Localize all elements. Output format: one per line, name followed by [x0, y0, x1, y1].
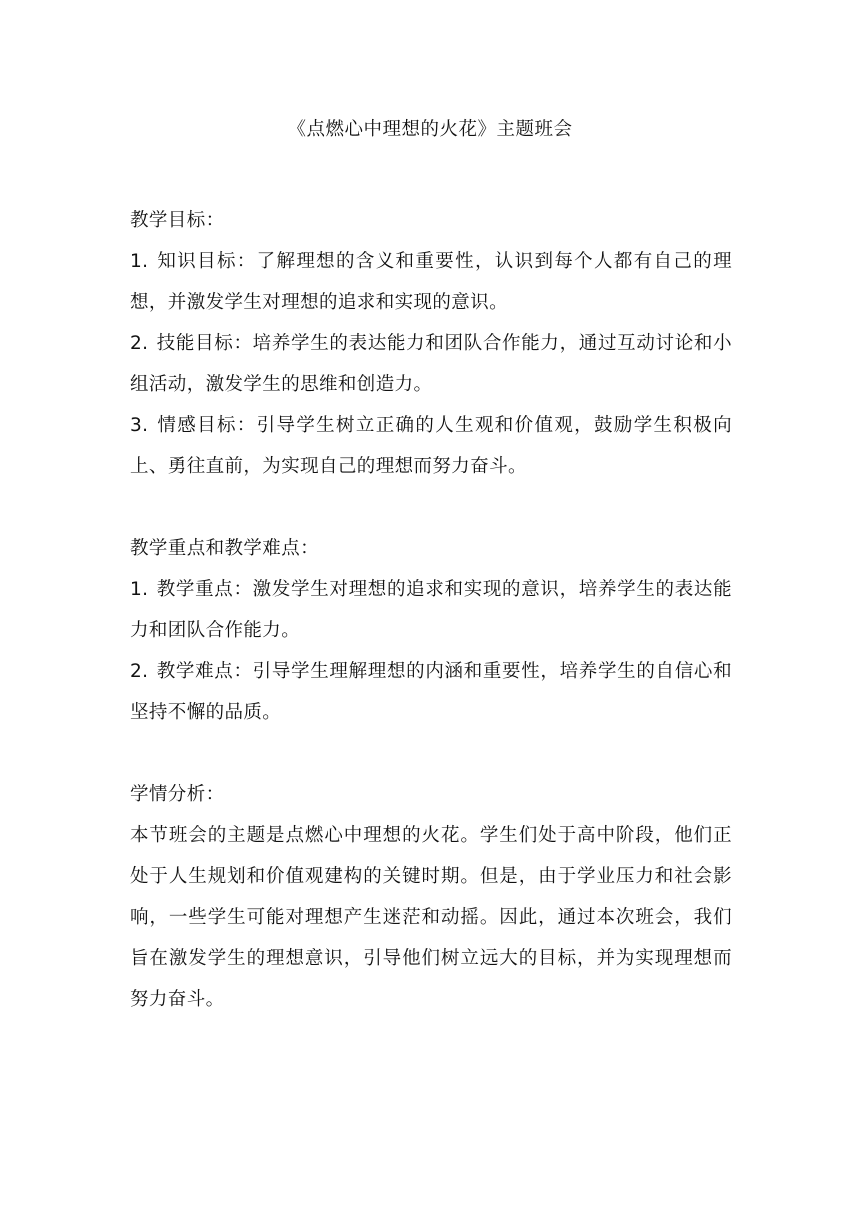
item-number: 1.	[130, 579, 149, 600]
objectives-heading: 教学目标：	[130, 210, 225, 231]
item-text: 知识目标：了解理想的含义和重要性，认识到每个人都有自己的理想，并激发学生对理想的追求和实现的意识。	[130, 251, 732, 313]
objective-item-3	[130, 405, 732, 487]
objective-item-2	[130, 323, 732, 405]
analysis-section	[130, 774, 732, 1020]
item-text: 教学难点：引导学生理解理想的内涵和重要性，培养学生的自信心和坚持不懈的品质。	[130, 661, 732, 723]
key-points-section	[130, 528, 732, 733]
objective-item-1	[130, 241, 732, 323]
item-text: 教学重点：激发学生对理想的追求和实现的意识，培养学生的表达能力和团队合作能力。	[130, 579, 732, 641]
item-text: 技能目标：培养学生的表达能力和团队合作能力，通过互动讨论和小组活动，激发学生的思维和创造力。	[130, 333, 732, 395]
item-number: 1.	[130, 251, 149, 272]
item-text: 情感目标：引导学生树立正确的人生观和价值观，鼓励学生积极向上、勇往直前，为实现自己的理想而努力奋斗。	[130, 415, 732, 477]
item-number: 2.	[130, 333, 149, 354]
analysis-heading: 学情分析：	[130, 784, 225, 805]
document-title: 《点燃心中理想的火花》主题班会	[287, 119, 573, 140]
item-number: 2.	[130, 661, 149, 682]
objectives-section	[130, 200, 732, 487]
key-point-item-1	[130, 569, 732, 651]
document-body	[130, 200, 732, 1061]
key-point-item-2	[130, 651, 732, 733]
key-points-heading: 教学重点和教学难点：	[130, 538, 320, 559]
item-number: 3.	[130, 415, 149, 436]
analysis-paragraph: 本节班会的主题是点燃心中理想的火花。学生们处于高中阶段，他们正处于人生规划和价值观建构的关键时期。但是，由于学业压力和社会影响，一些学生可能对理想产生迷茫和动摇。因此，通过本次班会，我们旨在激发学生的理想意识，引导他们树立远大的目标，并为实现理想而努力奋斗。	[130, 825, 732, 1010]
